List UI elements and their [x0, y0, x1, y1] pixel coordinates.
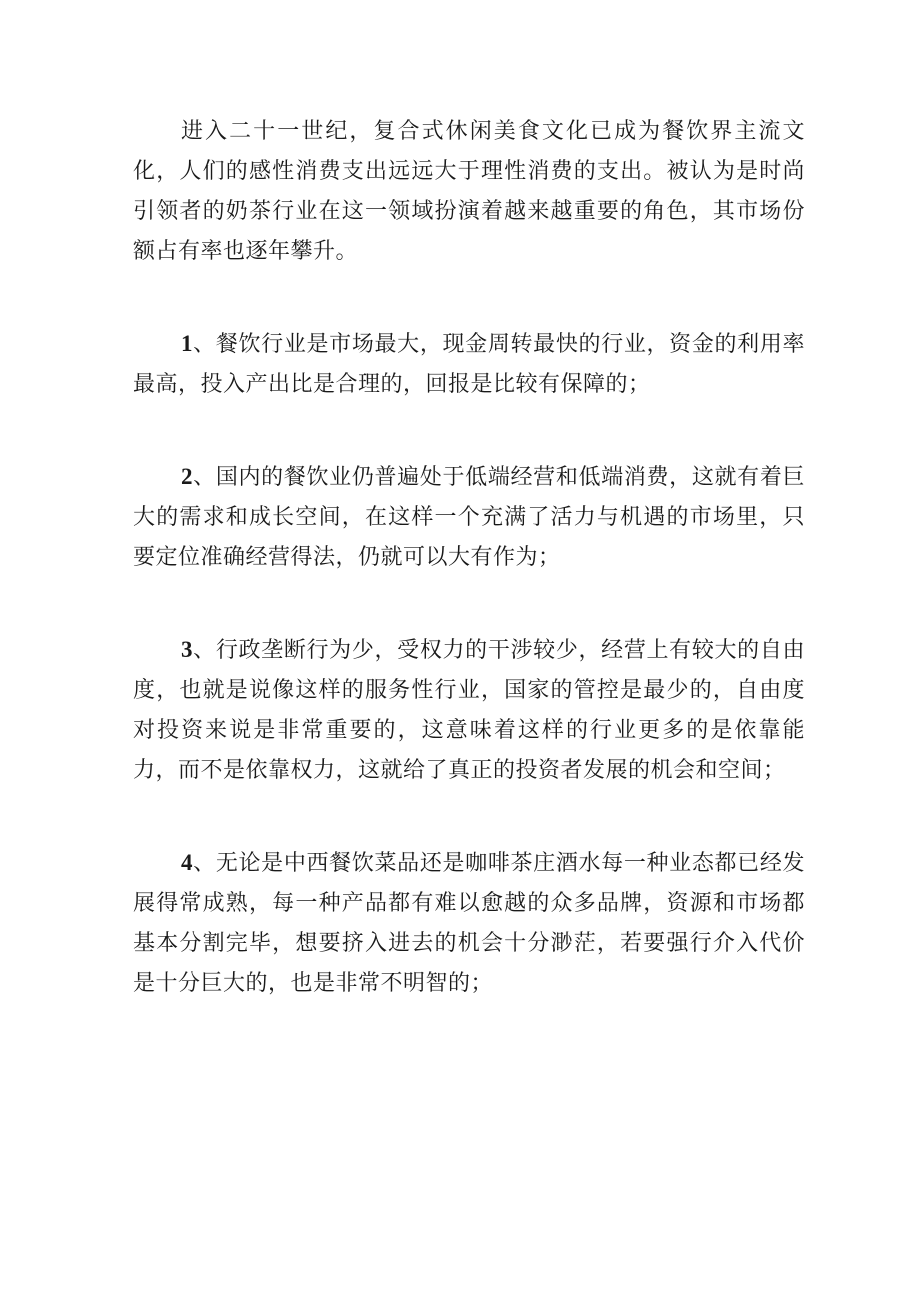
point-number: 1: [181, 331, 193, 356]
point-number: 3: [181, 637, 193, 662]
point-text: 、行政垄断行为少，受权力的干涉较少，经营上有较大的自由度，也就是说像这样的服务性行业，国家的管控是最少的，自由度对投资来说是非常重要的，这意味着这样的行业更多的是依靠能力，而不是依靠权力，这就给了真正的投资者发展的机会和空间；: [133, 638, 805, 783]
point-paragraph-3: [133, 630, 805, 791]
point-text: 、无论是中西餐饮菜品还是咖啡茶庄酒水每一种业态都已经发展得常成熟，每一种产品都有难以愈越的众多品牌，资源和市场都基本分割完毕，想要挤入进去的机会十分渺茫，若要强行介入代价是十分巨大的，也是非常不明智的；: [133, 851, 805, 996]
point-text: 、餐饮行业是市场最大，现金周转最快的行业，资金的利用率最高，投入产出比是合理的，回报是比较有保障的；: [133, 332, 805, 397]
point-paragraph-4: [133, 843, 805, 1004]
point-number: 2: [181, 464, 193, 489]
point-number: 4: [181, 850, 193, 875]
intro-paragraph: 进入二十一世纪，复合式休闲美食文化已成为餐饮界主流文化，人们的感性消费支出远远大于理性消费的支出。被认为是时尚引领者的奶茶行业在这一领域扮演着越来越重要的角色，其市场份额占有率也逐年攀升。: [133, 119, 805, 264]
point-paragraph-2: [133, 457, 805, 578]
point-paragraph-1: [133, 324, 805, 405]
point-text: 、国内的餐饮业仍普遍处于低端经营和低端消费，这就有着巨大的需求和成长空间，在这样一个充满了活力与机遇的市场里，只要定位准确经营得法，仍就可以大有作为；: [133, 465, 805, 570]
